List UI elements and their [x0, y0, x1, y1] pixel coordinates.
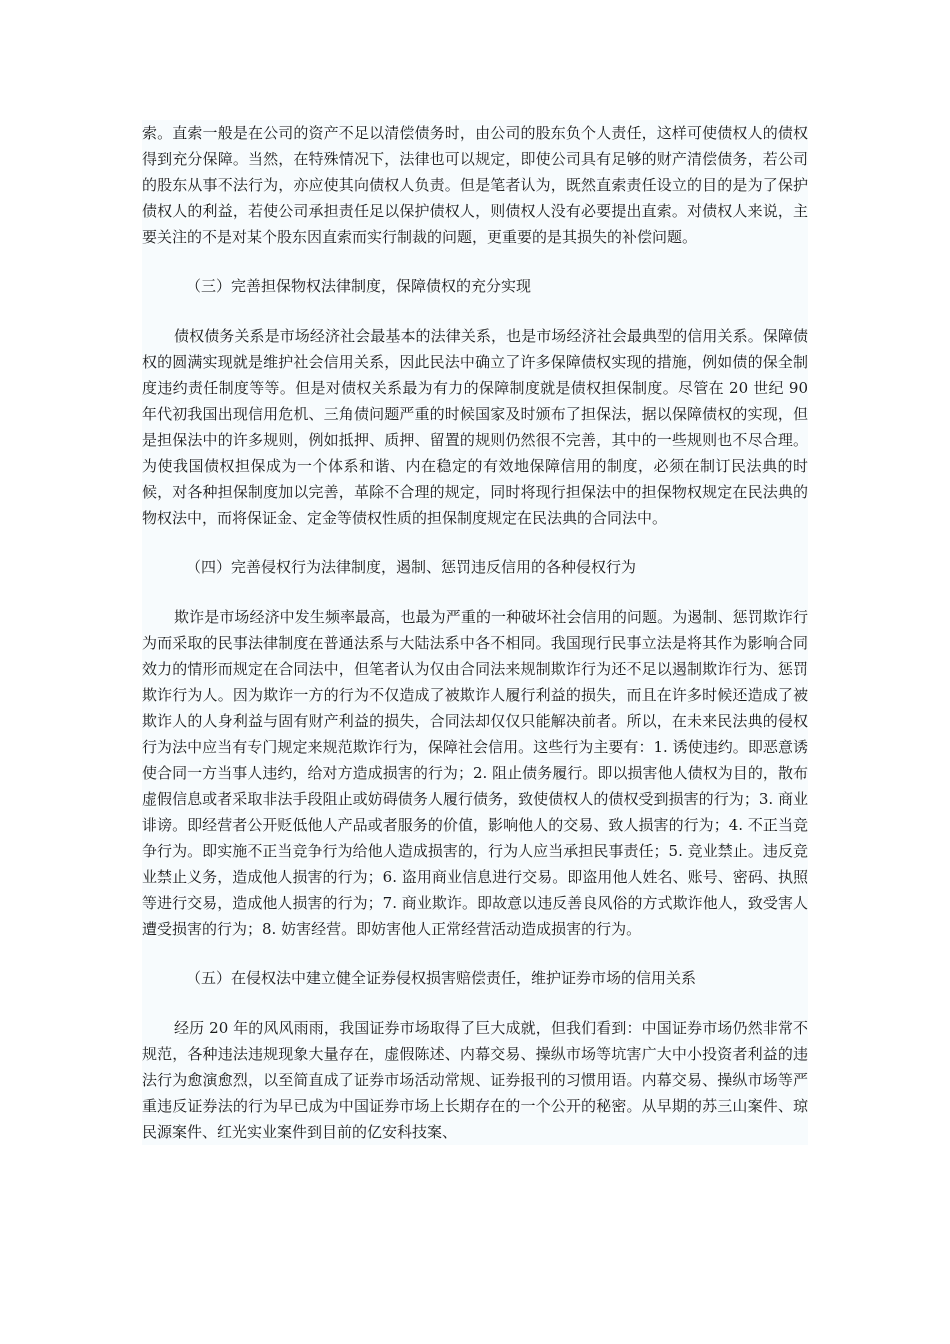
- section-heading-3: （三）完善担保物权法律制度，保障债权的充分实现: [186, 277, 532, 295]
- paragraph-creditor-direct-claim: 索。直索一般是在公司的资产不足以清偿债务时，由公司的股东负个人责任，这样可使债权人的债权得到充分保障。当然，在特殊情况下，法律也可以规定，即使公司具有足够的财产清偿债务，若公司的股东从事不法行为，亦应使其向债权人负责。但是笔者认为，既然直索责任设立的目的是为了保护债权人的利益，若使公司承担责任足以保护债权人，则债权人没有必要提出直索。对债权人来说，主要关注的不是对某个股东因直索而实行制裁的问题，更重要的是其损失的补偿问题。: [142, 124, 808, 246]
- document-body: [142, 120, 808, 1145]
- section-heading-5: （五）在侵权法中建立健全证券侵权损害赔偿责任，维护证券市场的信用关系: [186, 969, 697, 987]
- paragraph-security-rights: 债权债务关系是市场经济社会最基本的法律关系，也是市场经济社会最典型的信用关系。保障债权的圆满实现就是维护社会信用关系，因此民法中确立了许多保障债权实现的措施，例如债的保全制度违约责任制度等等。但是对债权关系最为有力的保障制度就是债权担保制度。尽管在 20 世纪 90 年代初我国出现信用危机、三角债问题严重的时候国家及时颁布了担保法，据以保障债权的实现，但是担保法中的许多规则，例如抵押、质押、留置的规则仍然很不完善，其中的一些规则也不尽合理。为使我国债权担保成为一个体系和谐、内在稳定的有效地保障信用的制度，必须在制订民法典的时候，对各种担保制度加以完善，革除不合理的规定，同时将现行担保法中的担保物权规定在民法典的物权法中，而将保证金、定金等债权性质的担保制度规定在民法典的合同法中。: [142, 327, 808, 527]
- section-heading-4: （四）完善侵权行为法律制度，遏制、惩罚违反信用的各种侵权行为: [186, 558, 637, 576]
- paragraph-tort-fraud: 欺诈是市场经济中发生频率最高，也最为严重的一种破坏社会信用的问题。为遏制、惩罚欺诈行为而采取的民事法律制度在普通法系与大陆法系中各不相同。我国现行民事立法是将其作为影响合同效力的情形而规定在合同法中，但笔者认为仅由合同法来规制欺诈行为还不足以遏制欺诈行为、惩罚欺诈行为人。因为欺诈一方的行为不仅造成了被欺诈人履行利益的损失，而且在许多时候还造成了被欺诈人的人身利益与固有财产利益的损失，合同法却仅仅只能解决前者。所以，在未来民法典的侵权行为法中应当有专门规定来规范欺诈行为，保障社会信用。这些行为主要有：1. 诱使违约。即恶意诱使合同一方当事人违约，给对方造成损害的行为；2. 阻止债务履行。即以损害他人债权为目的，散布虚假信息或者采取非法手段阻止或妨碍债务人履行债务，致使债权人的债权受到损害的行为；3. 商业诽谤。即经营者公开贬低他人产品或者服务的价值，影响他人的交易、致人损害的行为；4. 不正当竞争行为。即实施不正当竞争行为给他人造成损害的，行为人应当承担民事责任；5. 竞业禁止。违反竞业禁止义务，造成他人损害的行为；6. 盗用商业信息进行交易。即盗用他人姓名、账号、密码、执照等进行交易，造成他人损害的行为；7. 商业欺诈。即故意以违反善良风俗的方式欺诈他人，致受害人遭受损害的行为；8. 妨害经营。即妨害他人正常经营活动造成损害的行为。: [142, 608, 808, 938]
- paragraph-securities-market: 经历 20 年的风风雨雨，我国证券市场取得了巨大成就，但我们看到：中国证券市场仍然非常不规范，各种违法违规现象大量存在，虚假陈述、内幕交易、操纵市场等坑害广大中小投资者利益的违法行为愈演愈烈，以至简直成了证券市场活动常规、证券报刊的习惯用语。内幕交易、操纵市场等严重违反证券法的行为早已成为中国证券市场上长期存在的一个公开的秘密。从早期的苏三山案件、琼民源案件、红光实业案件到目前的亿安科技案、: [142, 1019, 808, 1141]
